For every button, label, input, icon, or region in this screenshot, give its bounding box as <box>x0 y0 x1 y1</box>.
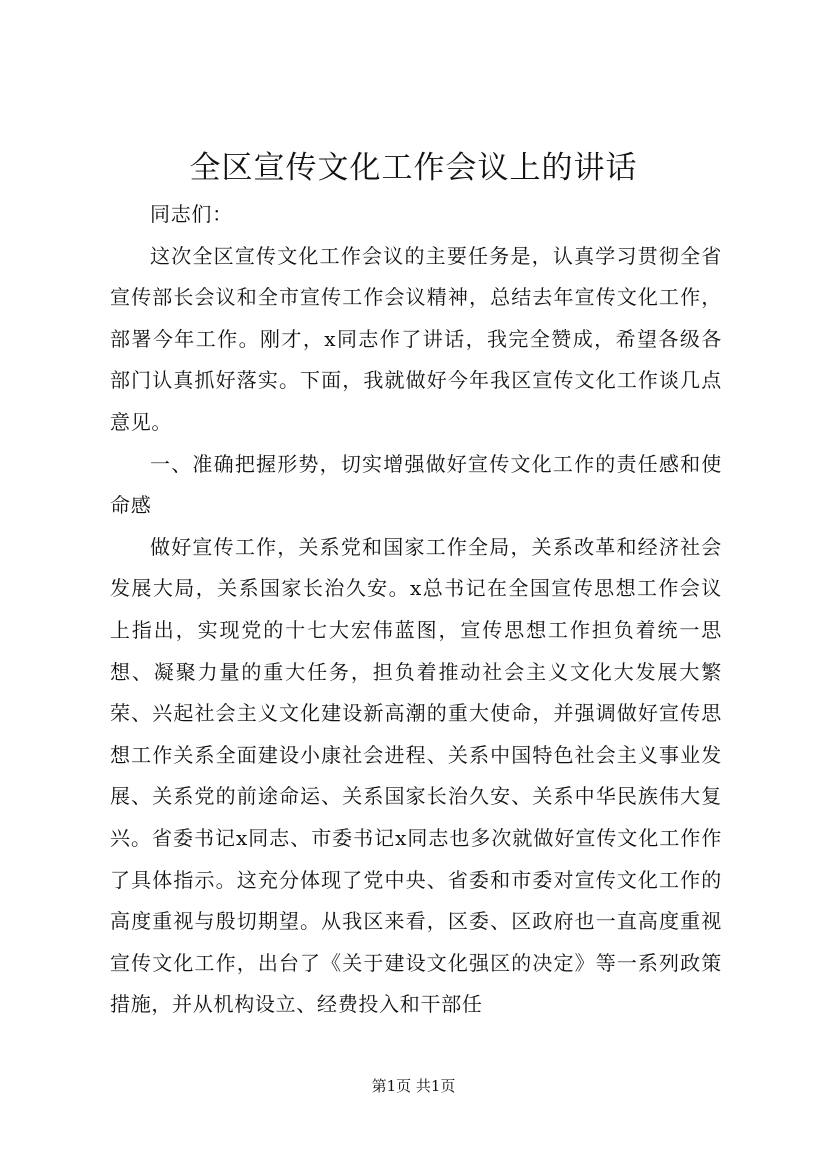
section-heading-1: 一、准确把握形势，切实增强做好宣传文化工作的责任感和使命感 <box>110 451 722 518</box>
salutation: 同志们： <box>150 202 233 226</box>
document-body <box>110 194 722 1026</box>
paragraph-intro: 这次全区宣传文化工作会议的主要任务是，认真学习贯彻全省宣传部长会议和全市宣传工作会议精神，总结去年宣传文化工作，部署今年工作。刚才，x同志作了讲话，我完全赞成，希望各级各部门认真抓好落实。下面，我就做好今年我区宣传文化工作谈几点意见。 <box>110 243 722 434</box>
page-footer: 第1页 共1页 <box>371 1077 456 1095</box>
document-title: 全区宣传文化工作会议上的讲话 <box>189 150 638 186</box>
paragraph-section-1: 做好宣传工作，关系党和国家工作全局，关系改革和经济社会发展大局，关系国家长治久安。x总书记在全国宣传思想工作会议上指出，实现党的十七大宏伟蓝图，宣传思想工作担负着统一思想、凝聚力量的重大任务，担负着推动社会主义文化大发展大繁荣、兴起社会主义文化建设新高潮的重大使命，并强调做好宣传思想工作关系全面建设小康社会进程、关系中国特色社会主义事业发展、关系党的前途命运、关系国家长治久安、关系中华民族伟大复兴。省委书记x同志、市委书记x同志也多次就做好宣传文化工作作了具体指示。这充分体现了党中央、省委和市委对宣传文化工作的高度重视与殷切期望。从我区来看，区委、区政府也一直高度重视宣传文化工作，出台了《关于建设文化强区的决定》等一系列政策措施，并从机构设立、经费投入和干部任 <box>110 534 722 1017</box>
